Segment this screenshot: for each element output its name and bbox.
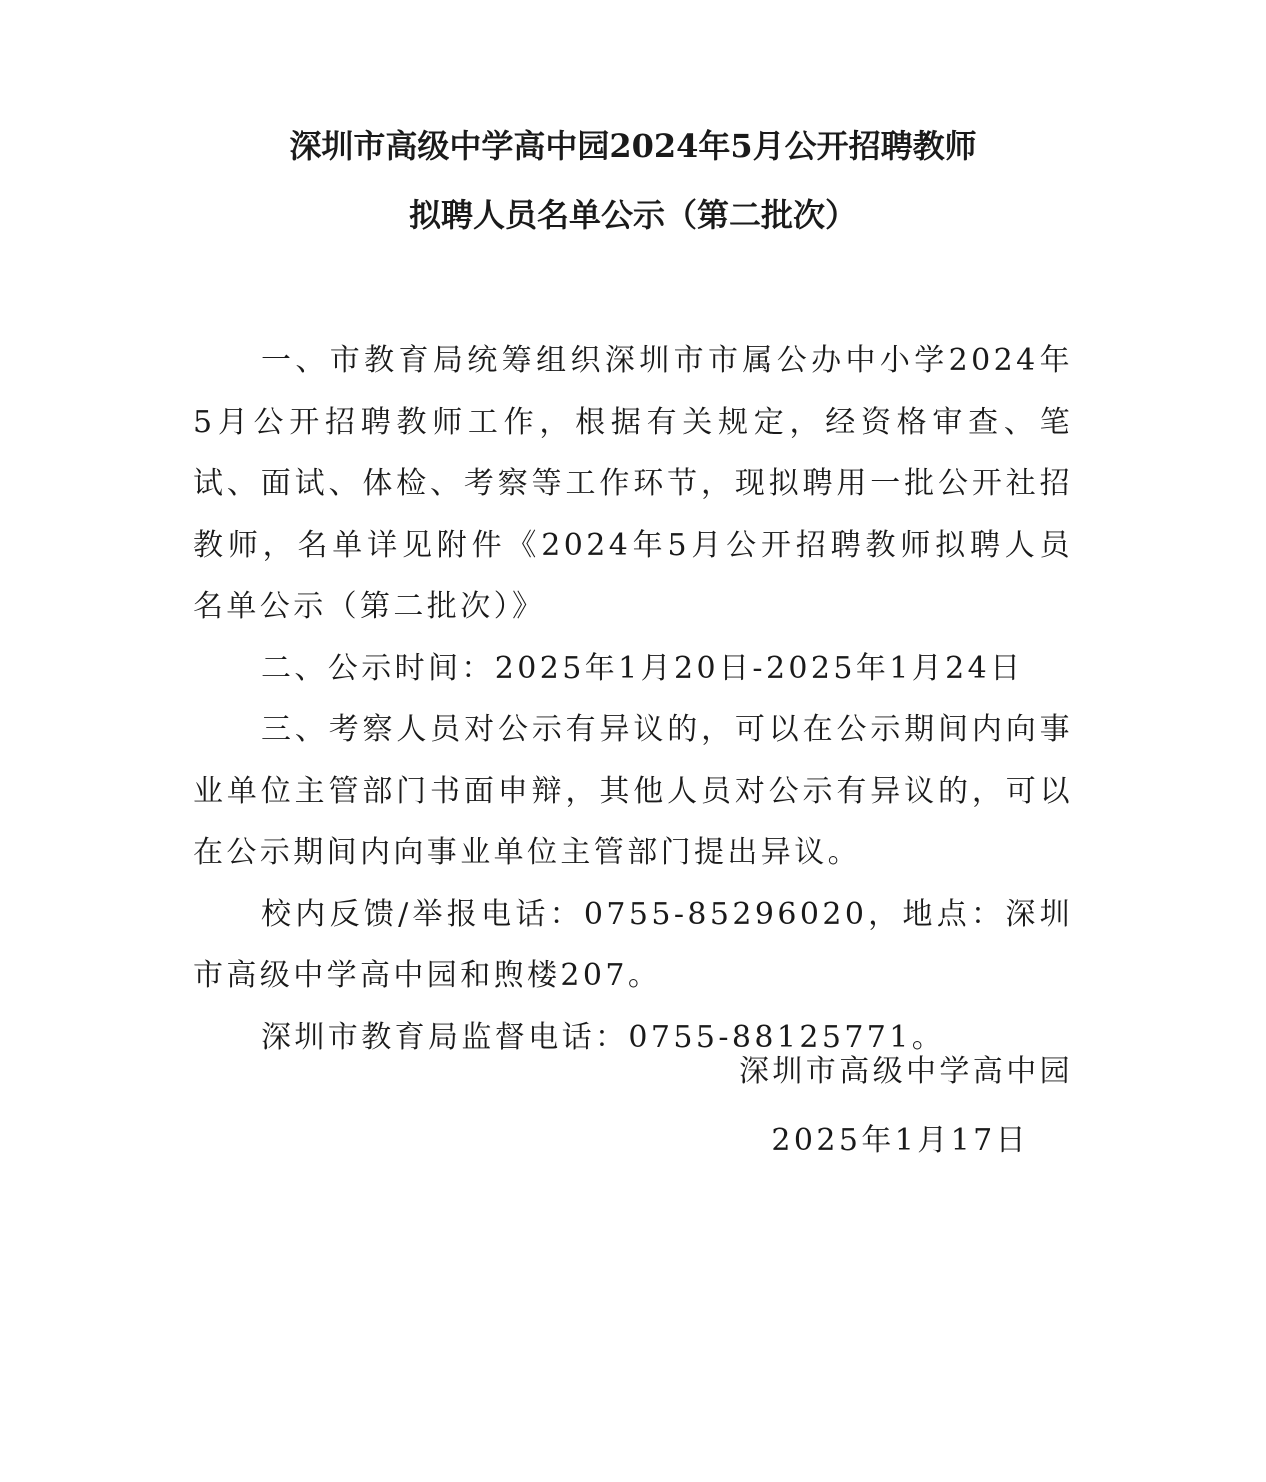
paragraph-bureau-contact: 深圳市教育局监督电话：0755-88125771。	[261, 1019, 946, 1055]
document-body	[193, 330, 1073, 1068]
paragraph-objection-procedure: 三、考察人员对公示有异议的，可以在公示期间内向事业单位主管部门书面申辩，其他人员对公示有异议的，可以在公示期间内向事业单位主管部门提出异议。	[193, 712, 1073, 870]
document-title-line-2: 拟聘人员名单公示（第二批次）	[408, 196, 857, 234]
paragraph-publicity-period: 二、公示时间：2025年1月20日-2025年1月24日	[261, 650, 1024, 686]
paragraph-school-contact: 校内反馈/举报电话：0755-85296020，地点：深圳市高级中学高中园和煦楼207。	[193, 896, 1073, 993]
signature-organization: 深圳市高级中学高中园	[739, 1054, 1073, 1089]
document-title-line-1: 深圳市高级中学高中园2024年5月公开招聘教师	[289, 127, 977, 165]
paragraph-recruitment-notice: 一、市教育局统筹组织深圳市市属公办中小学2024年5月公开招聘教师工作，根据有关规定，经资格审查、笔试、面试、体检、考察等工作环节，现拟聘用一批公开社招教师，名单详见附件《2024年5月公开招聘教师拟聘人员名单公示（第二批次）》	[193, 343, 1073, 624]
signature-date: 2025年1月17日	[771, 1123, 1029, 1158]
